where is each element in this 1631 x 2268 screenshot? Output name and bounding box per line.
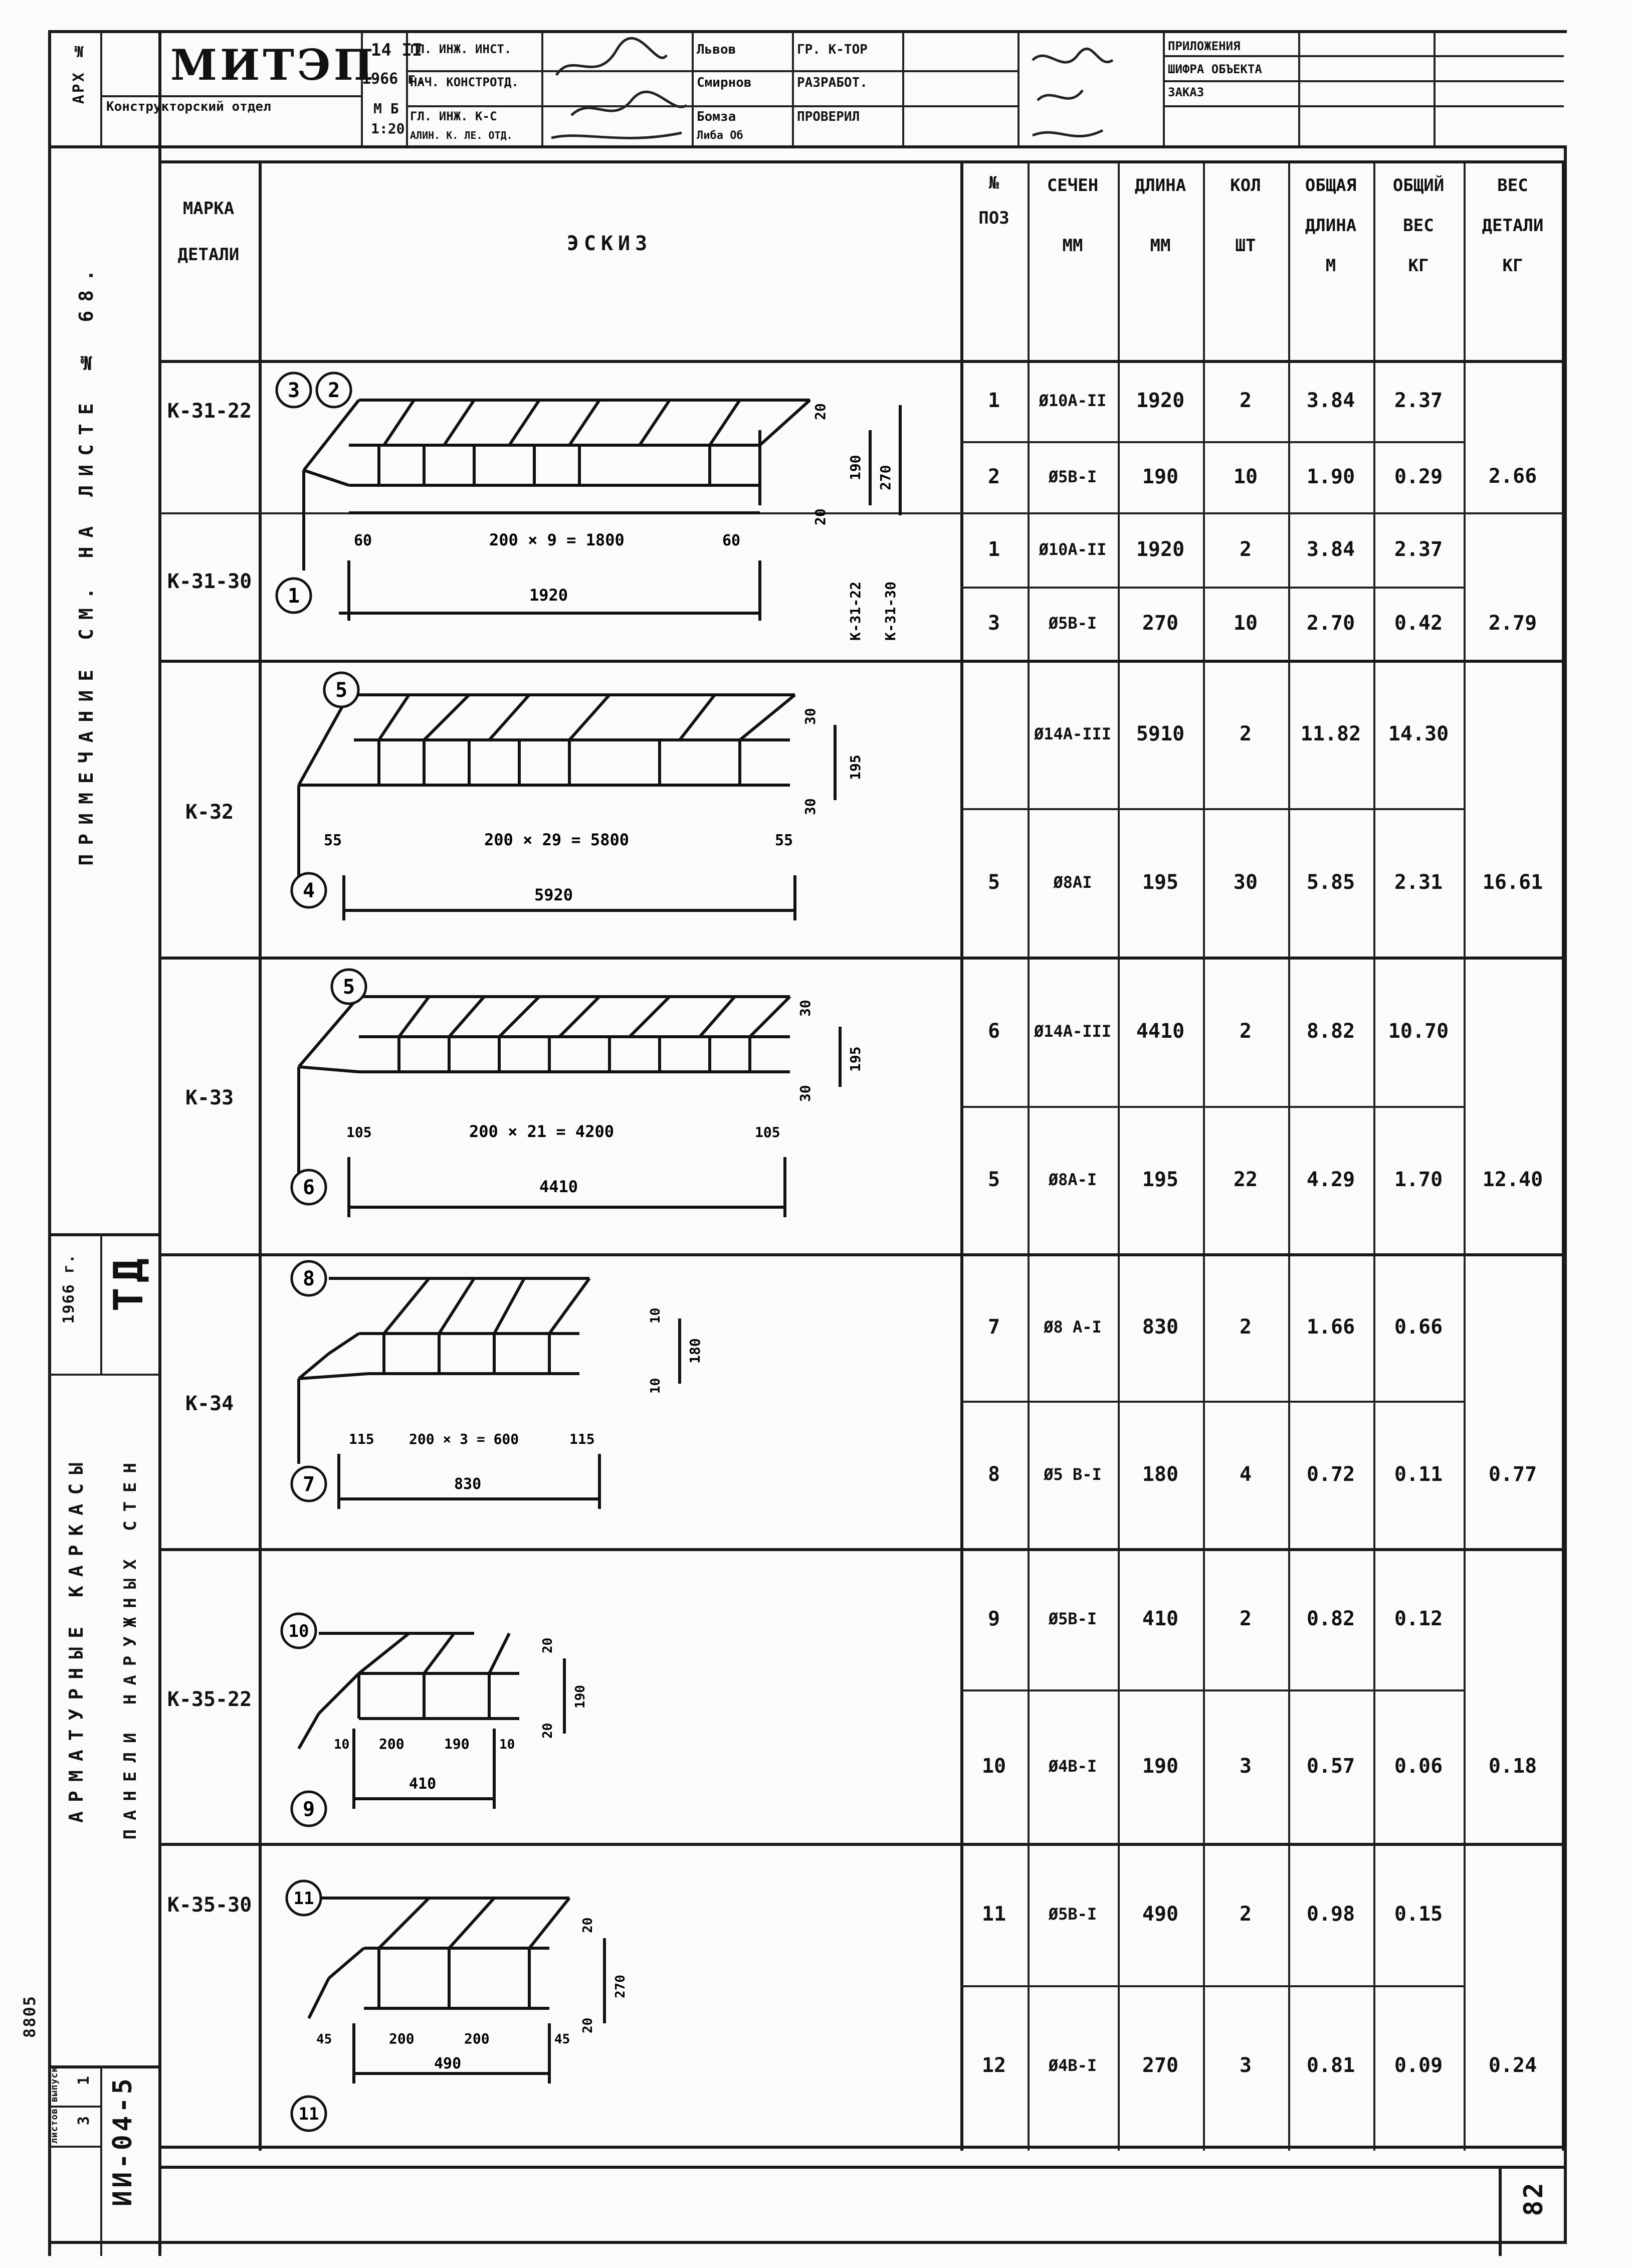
spec-cell-twt: 2.37 bbox=[1394, 538, 1443, 561]
detail-weight: 16.61 bbox=[1482, 871, 1543, 894]
spec-cell-twt: 0.09 bbox=[1394, 2054, 1443, 2077]
spec-cell-pos bbox=[960, 660, 1028, 808]
signatures bbox=[541, 30, 1168, 145]
dim-label: 200 × 21 = 4200 bbox=[469, 1122, 614, 1141]
detail-weight: 12.40 bbox=[1482, 1168, 1543, 1191]
spec-cell-qty: 10 bbox=[1233, 612, 1258, 635]
sketch-k35-22 bbox=[259, 1548, 960, 1843]
dim-label: 115 bbox=[569, 1431, 595, 1447]
dim-label: 190 bbox=[847, 455, 864, 480]
note-2: ШИФРА ОБЪЕКТА bbox=[1168, 62, 1262, 76]
spec-cell-qty: 2 bbox=[1239, 1315, 1252, 1339]
spec-cell-tlen: 8.82 bbox=[1306, 1020, 1355, 1043]
stamp-td: ТД bbox=[105, 1253, 152, 1312]
pos-label: 10 bbox=[288, 1621, 309, 1641]
role-3: ГЛ. ИНЖ. К-С bbox=[410, 109, 497, 123]
detail-mark: К-35-30 bbox=[167, 1894, 252, 1917]
spec-cell-qty: 2 bbox=[1239, 1903, 1252, 1926]
dim-label: 200 bbox=[464, 2030, 490, 2047]
spec-cell-tlen: 4.29 bbox=[1306, 1168, 1355, 1191]
spec-cell-pos: 3 bbox=[987, 612, 1000, 635]
detail-weight: 0.18 bbox=[1488, 1755, 1537, 1778]
header-detail-weight: ВЕС ДЕТАЛИ КГ bbox=[1482, 175, 1544, 276]
dim-label: 30 bbox=[797, 1000, 813, 1017]
spec-cell-qty: 2 bbox=[1239, 722, 1252, 745]
role2-2: РАЗРАБОТ. bbox=[797, 75, 868, 90]
role2-1: ГР. К-ТОР bbox=[797, 42, 868, 57]
dim-label: 200 × 3 = 600 bbox=[409, 1431, 519, 1447]
spec-cell-sec: Ø8АI bbox=[1053, 873, 1092, 892]
name-3: Бомза bbox=[697, 109, 736, 124]
spec-cell-qty: 2 bbox=[1239, 538, 1252, 561]
header-total-weight: ОБЩИЙ ВЕС КГ bbox=[1392, 175, 1445, 276]
dim-label: 10 bbox=[648, 1378, 663, 1394]
stamp-year: 1966 г. bbox=[60, 1253, 78, 1324]
side-title-main: АРМАТУРНЫЕ КАРКАСЫ bbox=[65, 1454, 87, 1823]
spec-cell-len: 270 bbox=[1142, 612, 1179, 635]
spec-cell-twt: 0.06 bbox=[1394, 1755, 1443, 1778]
detail-weight: 0.77 bbox=[1488, 1463, 1537, 1486]
pos-label: 2 bbox=[327, 379, 340, 402]
spec-cell-sec: Ø8 А-I bbox=[1044, 1317, 1102, 1337]
spec-cell-tlen: 2.70 bbox=[1306, 612, 1355, 635]
dim-label: 200 bbox=[389, 2030, 415, 2047]
spec-cell-twt: 0.29 bbox=[1394, 465, 1443, 488]
spec-cell-pos: 5 bbox=[987, 1168, 1000, 1191]
spec-cell-qty: 3 bbox=[1239, 2054, 1252, 2077]
dim-label: 180 bbox=[687, 1338, 703, 1364]
dim-label: 830 bbox=[454, 1475, 482, 1493]
date-top: 14 II bbox=[371, 40, 423, 60]
dim-label: 200 × 9 = 1800 bbox=[489, 530, 625, 549]
spec-cell-tlen: 3.84 bbox=[1306, 538, 1355, 561]
dim-label: 190 bbox=[444, 1736, 470, 1752]
name-1: Львов bbox=[697, 42, 736, 57]
spec-cell-pos: 7 bbox=[987, 1315, 1000, 1339]
spec-cell-sec: Ø10А-II bbox=[1039, 540, 1107, 559]
scale-value: 1:20 bbox=[371, 120, 405, 137]
spec-cell-sec: Ø5 В-I bbox=[1044, 1465, 1102, 1484]
page-number: 82 bbox=[1519, 2181, 1549, 2216]
pos-label: 11 bbox=[293, 1888, 314, 1909]
pos-label: 9 bbox=[302, 1798, 315, 1821]
department-name: Конструкторский отдел bbox=[106, 99, 271, 114]
dim-label: 60 bbox=[354, 532, 372, 549]
spec-cell-tlen: 1.66 bbox=[1306, 1315, 1355, 1339]
spec-cell-sec: Ø8А-I bbox=[1048, 1170, 1097, 1189]
note-3: ЗАКАЗ bbox=[1168, 85, 1204, 99]
sketch-k35-30 bbox=[259, 1843, 960, 2146]
spec-cell-tlen: 11.82 bbox=[1300, 722, 1361, 745]
dim-label: 115 bbox=[349, 1431, 374, 1447]
scale-label: М Б bbox=[373, 100, 399, 117]
spec-cell-twt: 0.12 bbox=[1394, 1607, 1443, 1630]
sketch-k34 bbox=[259, 1253, 960, 1548]
dim-label: 10 bbox=[499, 1737, 515, 1752]
pos-label: 8 bbox=[302, 1267, 315, 1290]
note-1: ПРИЛОЖЕНИЯ bbox=[1168, 39, 1241, 53]
name-2: Смирнов bbox=[697, 75, 752, 90]
header-qty: КОЛ ШТ bbox=[1230, 175, 1261, 256]
header-sketch: ЭСКИЗ bbox=[566, 232, 653, 255]
dim-label: 20 bbox=[540, 1723, 555, 1739]
pos-label: 1 bbox=[287, 585, 300, 608]
spec-cell-sec: Ø5В-I bbox=[1048, 1609, 1097, 1628]
spec-cell-len: 5910 bbox=[1136, 722, 1185, 745]
dim-label: 55 bbox=[775, 832, 793, 849]
spec-cell-pos: 2 bbox=[987, 465, 1000, 488]
spec-cell-qty: 10 bbox=[1233, 465, 1258, 488]
spec-cell-sec: Ø10А-II bbox=[1039, 391, 1107, 410]
detail-weight: 2.79 bbox=[1488, 612, 1537, 635]
spec-cell-sec: Ø14А-III bbox=[1034, 724, 1112, 743]
dim-label: 490 bbox=[434, 2055, 462, 2072]
spec-cell-qty: 2 bbox=[1239, 1020, 1252, 1043]
dim-label: 105 bbox=[346, 1124, 372, 1141]
spec-cell-sec: Ø4В-I bbox=[1048, 1757, 1097, 1776]
spec-cell-len: 190 bbox=[1142, 1755, 1179, 1778]
spec-cell-qty: 2 bbox=[1239, 389, 1252, 412]
header-pos: № ПОЗ bbox=[978, 173, 1009, 228]
sheet-value: 3 bbox=[75, 2116, 93, 2126]
spec-cell-tlen: 0.81 bbox=[1306, 2054, 1355, 2077]
spec-cell-len: 830 bbox=[1142, 1315, 1179, 1339]
dim-label: 10 bbox=[334, 1737, 350, 1752]
spec-cell-qty: 4 bbox=[1239, 1463, 1252, 1486]
dim-label: 20 bbox=[540, 1637, 555, 1653]
spec-cell-qty: 2 bbox=[1239, 1607, 1252, 1630]
spec-cell-pos: 1 bbox=[987, 538, 1000, 561]
dim-label: 30 bbox=[802, 708, 819, 725]
pos-label: 11 bbox=[298, 2104, 319, 2124]
spec-cell-twt: 10.70 bbox=[1388, 1020, 1449, 1043]
dim-label: 45 bbox=[554, 2032, 570, 2047]
spec-cell-tlen: 5.85 bbox=[1306, 871, 1355, 894]
spec-cell-twt: 0.42 bbox=[1394, 612, 1443, 635]
dim-label: 20 bbox=[812, 508, 829, 525]
mark-label: К-31-30 bbox=[882, 581, 899, 641]
spec-cell-twt: 2.31 bbox=[1394, 871, 1443, 894]
pos-label: 4 bbox=[302, 879, 315, 902]
dim-label: 60 bbox=[722, 532, 741, 549]
spec-cell-tlen: 0.82 bbox=[1306, 1607, 1355, 1630]
spec-cell-len: 195 bbox=[1142, 1168, 1179, 1191]
spec-cell-len: 180 bbox=[1142, 1463, 1179, 1486]
spec-cell-len: 410 bbox=[1142, 1607, 1179, 1630]
name-4: Либа Об bbox=[697, 129, 743, 142]
header-length: ДЛИНА ММ bbox=[1134, 175, 1186, 256]
spec-cell-tlen: 0.98 bbox=[1306, 1903, 1355, 1926]
header-section: СЕЧЕН ММ bbox=[1047, 175, 1099, 256]
pos-label: 3 bbox=[287, 379, 300, 402]
spec-cell-twt: 14.30 bbox=[1388, 722, 1449, 745]
dim-label: 410 bbox=[409, 1775, 437, 1793]
detail-mark: К-32 bbox=[185, 801, 234, 824]
dim-label: 30 bbox=[802, 798, 819, 815]
spec-cell-pos: 11 bbox=[981, 1903, 1006, 1926]
spec-cell-sec: Ø5В-I bbox=[1048, 1905, 1097, 1924]
detail-mark: К-34 bbox=[185, 1392, 234, 1415]
issue-label: выпуск bbox=[49, 2066, 60, 2103]
detail-mark: К-31-22 bbox=[167, 400, 252, 423]
sketch-k33 bbox=[259, 957, 960, 1253]
dim-label: 270 bbox=[613, 1975, 628, 1998]
year: 1966 г. bbox=[362, 70, 426, 88]
spec-cell-pos: 12 bbox=[981, 2054, 1006, 2077]
dim-label: 190 bbox=[573, 1685, 588, 1709]
spec-cell-twt: 0.15 bbox=[1394, 1903, 1443, 1926]
role2-3: ПРОВЕРИЛ bbox=[797, 109, 860, 124]
spec-cell-twt: 0.66 bbox=[1394, 1315, 1443, 1339]
side-title-sub: ПАНЕЛИ НАРУЖНЫХ СТЕН bbox=[120, 1454, 140, 1840]
spec-cell-twt: 2.37 bbox=[1394, 389, 1443, 412]
dim-label: 200 × 29 = 5800 bbox=[484, 830, 629, 849]
role-2: НАЧ. КОНСТРОТД. bbox=[410, 75, 519, 89]
dim-label: 30 bbox=[797, 1085, 813, 1102]
dim-label: 20 bbox=[580, 1917, 595, 1933]
detail-mark: К-35-22 bbox=[167, 1688, 252, 1711]
role-1: ГЛ. ИНЖ. ИНСТ. bbox=[410, 42, 512, 56]
spec-cell-len: 1920 bbox=[1136, 389, 1185, 412]
dim-label: 195 bbox=[847, 754, 864, 780]
dim-label: 200 bbox=[379, 1736, 404, 1752]
spec-cell-twt: 0.11 bbox=[1394, 1463, 1443, 1486]
detail-mark: К-33 bbox=[185, 1086, 234, 1109]
spec-cell-tlen: 1.90 bbox=[1306, 465, 1355, 488]
organization-name: МИТЭП bbox=[170, 40, 376, 90]
dim-label: 20 bbox=[812, 403, 829, 420]
spec-cell-len: 270 bbox=[1142, 2054, 1179, 2077]
pos-label: 5 bbox=[342, 976, 355, 999]
dim-label: 45 bbox=[316, 2032, 332, 2047]
dim-label: 20 bbox=[580, 2017, 595, 2033]
dim-label: 55 bbox=[324, 832, 342, 849]
detail-weight: 2.66 bbox=[1488, 465, 1537, 488]
spec-cell-sec: Ø5В-I bbox=[1048, 467, 1097, 486]
spec-cell-len: 490 bbox=[1142, 1903, 1179, 1926]
spec-cell-pos: 8 bbox=[987, 1463, 1000, 1486]
issue-value: 1 bbox=[75, 2075, 93, 2086]
spec-cell-tlen: 0.72 bbox=[1306, 1463, 1355, 1486]
dim-label: 4410 bbox=[539, 1177, 578, 1196]
spec-cell-sec: Ø4В-I bbox=[1048, 2056, 1097, 2075]
dim-label: 195 bbox=[847, 1046, 864, 1072]
role-4: АЛИН. К. ЛЕ. ОТД. bbox=[410, 129, 513, 141]
archive-number-label: АРХ № bbox=[70, 40, 88, 104]
sketch-k31 bbox=[259, 360, 960, 660]
spec-cell-qty: 3 bbox=[1239, 1755, 1252, 1778]
spec-cell-tlen: 3.84 bbox=[1306, 389, 1355, 412]
pos-label: 7 bbox=[302, 1473, 315, 1496]
side-note: ПРИМЕЧАНИЕ СМ. НА ЛИСТЕ № 68. bbox=[75, 261, 97, 866]
spec-cell-sec: Ø5В-I bbox=[1048, 614, 1097, 633]
spec-cell-pos: 10 bbox=[981, 1755, 1006, 1778]
detail-mark: К-31-30 bbox=[167, 570, 252, 593]
spec-cell-len: 190 bbox=[1142, 465, 1179, 488]
spec-cell-twt: 1.70 bbox=[1394, 1168, 1443, 1191]
spec-cell-len: 1920 bbox=[1136, 538, 1185, 561]
spec-cell-qty: 22 bbox=[1233, 1168, 1258, 1191]
dim-label: 5920 bbox=[534, 885, 573, 904]
spec-cell-pos: 6 bbox=[987, 1020, 1000, 1043]
dim-label: 1920 bbox=[529, 586, 568, 605]
dim-label: 10 bbox=[648, 1307, 663, 1324]
spec-cell-pos: 1 bbox=[987, 389, 1000, 412]
spec-cell-tlen: 0.57 bbox=[1306, 1755, 1355, 1778]
spec-cell-pos: 5 bbox=[987, 871, 1000, 894]
spec-cell-sec: Ø14А-III bbox=[1034, 1022, 1112, 1041]
header-total-length: ОБЩАЯ ДЛИНА М bbox=[1305, 175, 1357, 276]
mark-label: К-31-22 bbox=[847, 581, 864, 641]
spec-cell-len: 195 bbox=[1142, 871, 1179, 894]
corner-note: 8805 bbox=[20, 1995, 39, 2038]
sheet-label: листов bbox=[49, 2108, 60, 2144]
sketch-k32 bbox=[259, 660, 960, 957]
dim-label: 270 bbox=[877, 465, 894, 490]
pos-label: 6 bbox=[302, 1176, 315, 1199]
dim-label: 105 bbox=[755, 1124, 780, 1141]
spec-cell-qty: 30 bbox=[1233, 871, 1258, 894]
spec-cell-len: 4410 bbox=[1136, 1020, 1185, 1043]
spec-cell-pos: 9 bbox=[987, 1607, 1000, 1630]
detail-weight: 0.24 bbox=[1488, 2054, 1537, 2077]
stamp-code: ИИ-04-5 bbox=[108, 2075, 138, 2207]
pos-label: 5 bbox=[335, 679, 348, 702]
header-mark: МАРКА ДЕТАЛИ bbox=[177, 199, 240, 265]
